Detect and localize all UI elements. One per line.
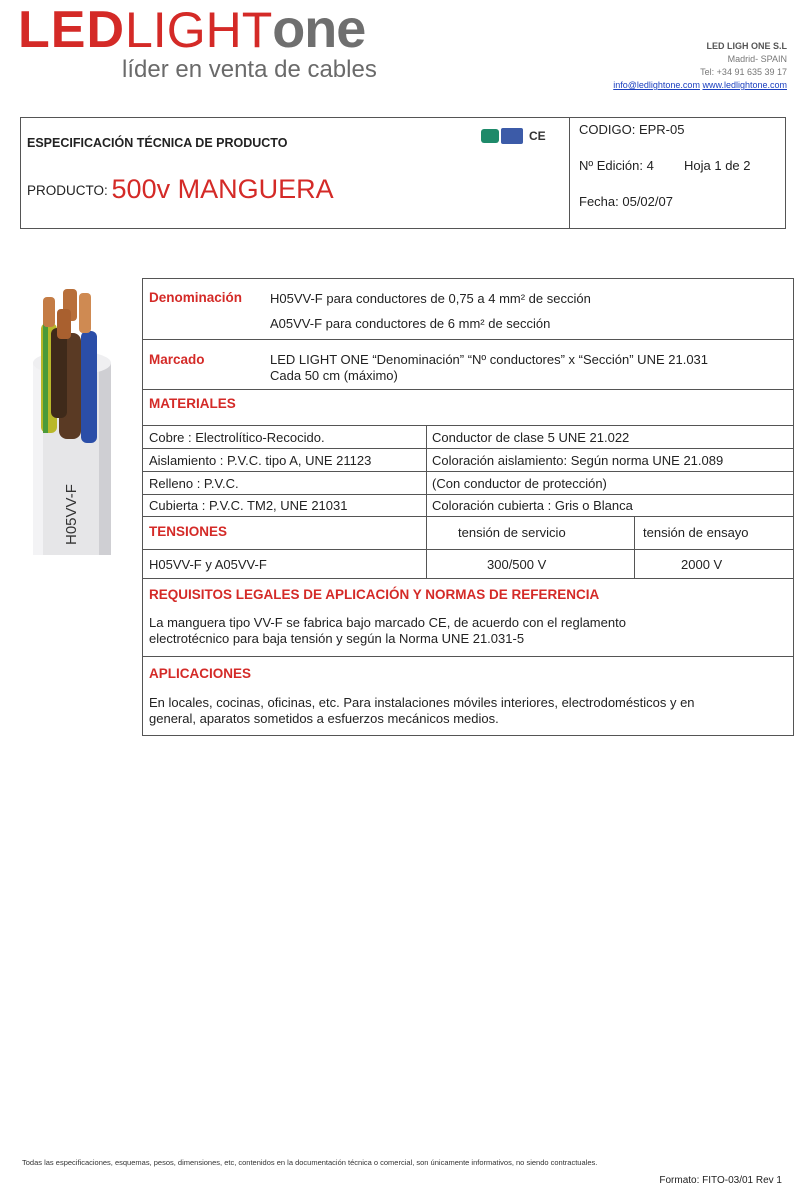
document-format: Formato: FITO-03/01 Rev 1 (659, 1175, 782, 1186)
material-right: Conductor de clase 5 UNE 21.022 (432, 430, 630, 445)
ce-mark: CE (529, 129, 546, 143)
legal-disclaimer: Todas las especificaciones, esquemas, pesos, dimensiones, etc, contenidos en la documentación técnica o comercial, son únicamente informativos, no siendo contractuales. (22, 1158, 598, 1167)
marcado-label: Marcado (149, 352, 205, 367)
column-divider (426, 426, 427, 448)
row-denominacion (143, 279, 793, 340)
tension-cable-types: H05VV-F y A05VV-F (149, 557, 267, 572)
certification-logos (481, 128, 546, 144)
materiales-label: MATERIALES (149, 396, 236, 411)
copper-strands-1 (43, 297, 55, 327)
spec-table (142, 278, 794, 736)
requisitos-line-2: electrotécnico para baja tensión y según la Norma UNE 21.031-5 (149, 631, 525, 646)
denominacion-label: Denominación (149, 290, 243, 305)
row-aplicaciones (143, 657, 793, 735)
company-website-link[interactable]: www.ledlightone.com (702, 80, 787, 90)
cable-jacket-shadow (99, 363, 111, 555)
tension-servicio-header: tensión de servicio (458, 525, 566, 540)
logo-tagline: líder en venta de cables (122, 56, 377, 83)
material-right: Coloración aislamiento: Según norma UNE 21.089 (432, 453, 724, 468)
marcado-line-1: LED LIGHT ONE “Denominación” “Nº conductores” x “Sección” UNE 21.031 (270, 352, 709, 367)
sheet-number: Hoja 1 de 2 (684, 158, 751, 173)
company-phone: Tel: +34 91 635 39 17 (700, 67, 787, 77)
material-row (143, 472, 793, 495)
marcado-line-2: Cada 50 cm (máximo) (270, 368, 398, 383)
row-materiales-header (143, 390, 793, 426)
row-requisitos (143, 579, 793, 657)
tension-ensayo-value: 2000 V (681, 557, 723, 572)
cert-green-icon (481, 129, 499, 143)
material-left: Relleno : P.V.C. (149, 476, 239, 491)
column-divider (634, 517, 635, 549)
column-divider (426, 449, 427, 471)
logo-one: one (272, 0, 366, 59)
logo-led: LED (18, 1, 125, 59)
spec-title-cell (21, 118, 570, 228)
aplicaciones-line-2: general, aparatos sometidos a esfuerzos mecánicos medios. (149, 711, 499, 726)
cable-print-label: H05VV-F (63, 484, 80, 545)
column-divider (426, 517, 427, 549)
denominacion-line-1: H05VV-F para conductores de 0,75 a 4 mm² de sección (270, 291, 591, 306)
requisitos-label: REQUISITOS LEGALES DE APLICACIÓN Y NORMAS DE REFERENCIA (149, 587, 600, 602)
logo-light: LIGHT (125, 2, 273, 58)
material-right: Coloración cubierta : Gris o Blanca (432, 498, 633, 513)
material-left: Cubierta : P.V.C. TM2, UNE 21031 (149, 498, 348, 513)
aplicaciones-line-1: En locales, cocinas, oficinas, etc. Para instalaciones móviles interiores, electrodomésticos y en (149, 695, 695, 710)
column-divider (634, 550, 635, 578)
material-row (143, 426, 793, 449)
edition-number: Nº Edición: 4 (579, 158, 654, 173)
company-logo (18, 2, 398, 84)
column-divider (426, 495, 427, 516)
tension-servicio-value: 300/500 V (487, 557, 547, 572)
row-tensiones-header (143, 517, 793, 550)
row-marcado (143, 340, 793, 390)
company-city: Madrid- SPAIN (727, 54, 787, 64)
material-row (143, 495, 793, 517)
product-line (27, 174, 334, 205)
denominacion-line-2: A05VV-F para conductores de 6 mm² de sección (270, 316, 551, 331)
logo-wordmark (18, 0, 366, 59)
product-name: 500v MANGUERA (111, 174, 334, 204)
conductor-stripe (43, 323, 48, 433)
column-divider (426, 550, 427, 578)
company-name: LED LIGH ONE S.L (706, 41, 787, 51)
column-divider (426, 472, 427, 494)
row-tensiones-values (143, 550, 793, 579)
aplicaciones-label: APLICACIONES (149, 666, 252, 681)
material-right: (Con conductor de protección) (432, 476, 607, 491)
material-row (143, 449, 793, 472)
product-label: PRODUCTO: (27, 183, 108, 198)
requisitos-line-1: La manguera tipo VV-F se fabrica bajo marcado CE, de acuerdo con el reglamento (149, 615, 626, 630)
copper-strands-3 (79, 293, 91, 333)
spec-heading: ESPECIFICACIÓN TÉCNICA DE PRODUCTO (27, 136, 288, 150)
material-left: Aislamiento : P.V.C. tipo A, UNE 21123 (149, 453, 372, 468)
conductor-blue (81, 331, 97, 443)
tension-ensayo-header: tensión de ensayo (643, 525, 749, 540)
company-email-link[interactable]: info@ledlightone.com (613, 80, 700, 90)
spec-date: Fecha: 05/02/07 (579, 194, 673, 209)
company-info (613, 40, 787, 92)
tensiones-label: TENSIONES (149, 524, 228, 539)
spec-header-box (20, 117, 786, 229)
cert-blue-icon (501, 128, 523, 144)
product-code: CODIGO: EPR-05 (579, 122, 685, 137)
copper-strands-4 (57, 309, 71, 339)
cable-photo (33, 283, 111, 555)
conductor-dark (51, 328, 67, 418)
material-left: Cobre : Electrolítico-Recocido. (149, 430, 325, 445)
